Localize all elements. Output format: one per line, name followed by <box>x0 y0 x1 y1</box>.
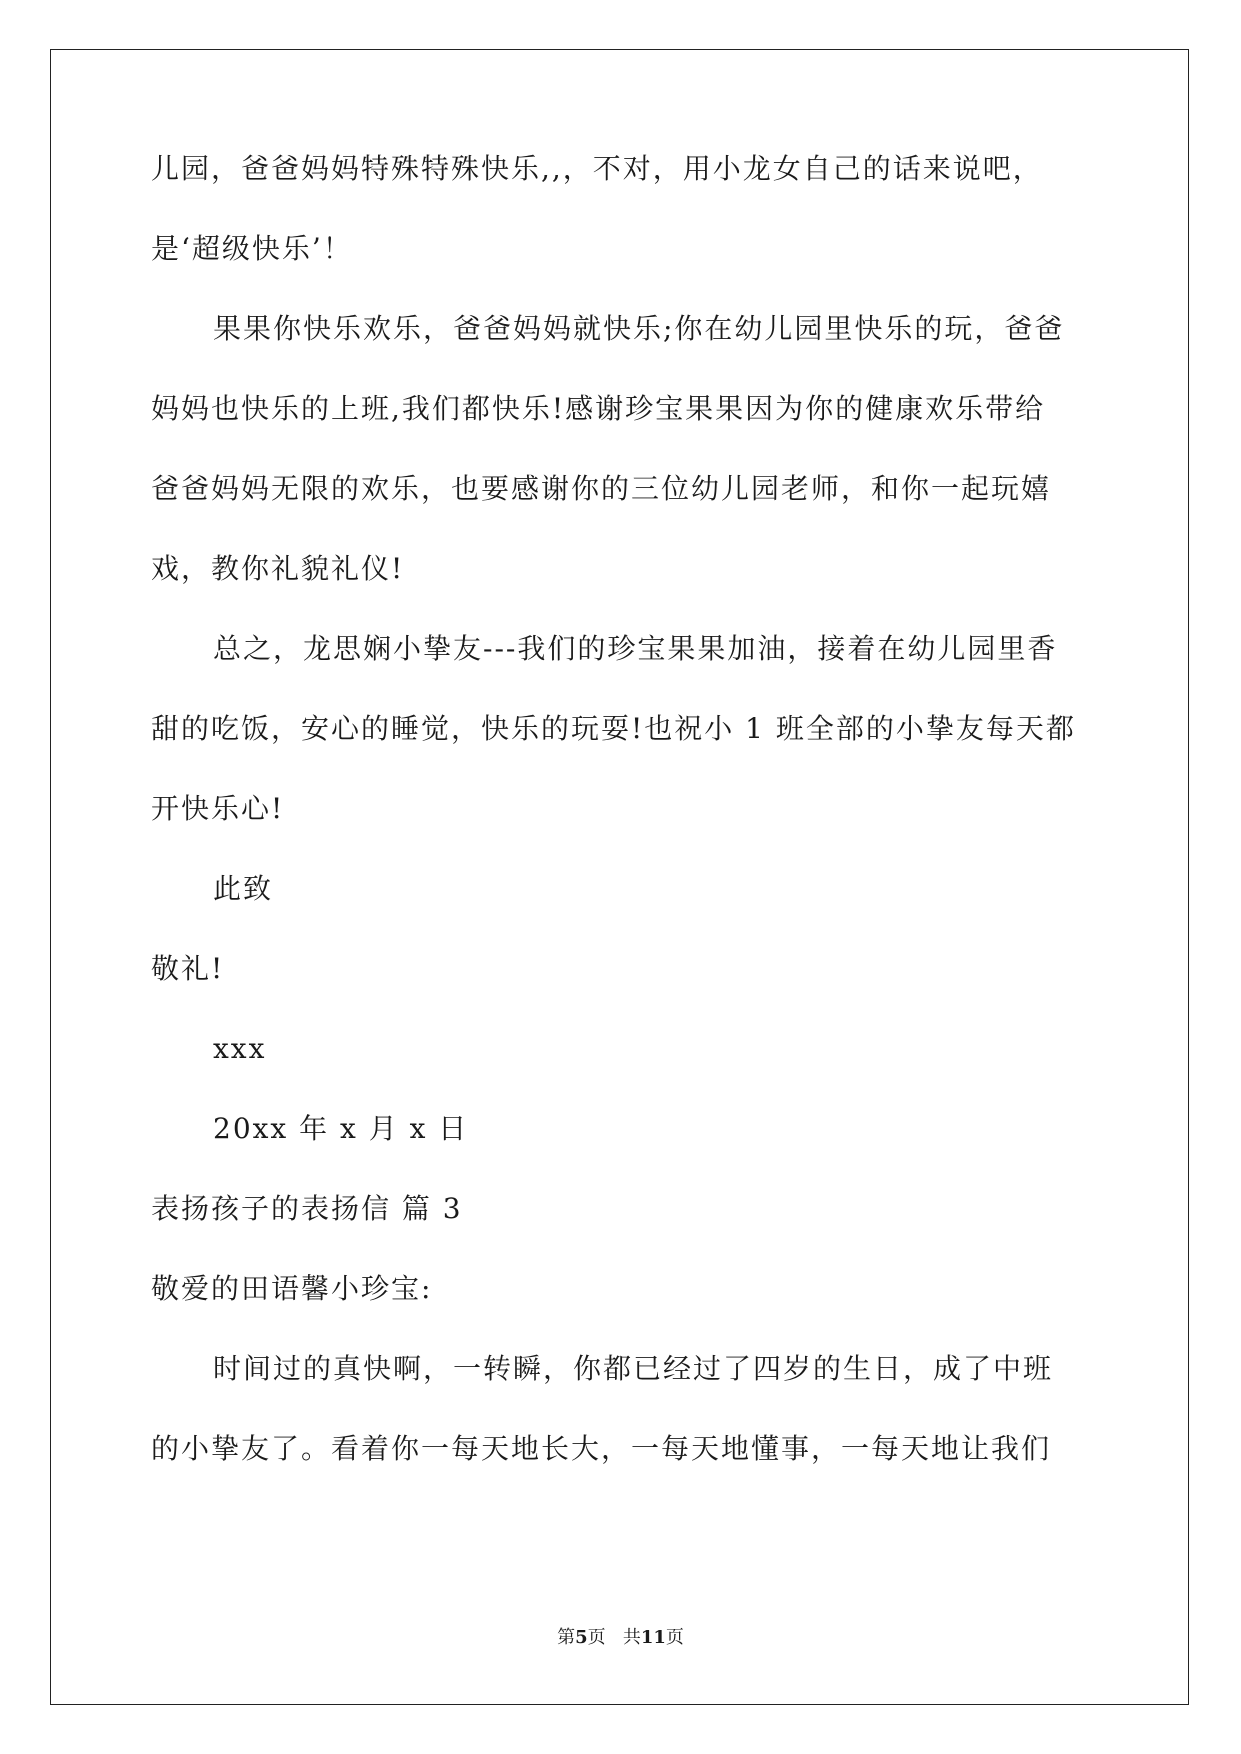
text-line: 时间过的真快啊，一转瞬，你都已经过了四岁的生日，成了中班 <box>213 1352 1054 1385</box>
footer-total-suffix: 页 <box>665 1627 684 1648</box>
closing-regards: 敬礼! <box>151 952 225 985</box>
greeting-line: 敬爱的田语馨小珍宝: <box>151 1272 433 1305</box>
text-line: 甜的吃饭，安心的睡觉，快乐的玩耍!也祝小 1 班全部的小挚友每天都 <box>151 712 1076 745</box>
footer-total-prefix: 共 <box>622 1627 641 1648</box>
current-page-number: 5 <box>575 1627 588 1648</box>
footer-page-suffix: 页 <box>587 1627 606 1648</box>
date-line: 20xx 年 x 月 x 日 <box>213 1112 469 1145</box>
text-line: 儿园，爸爸妈妈特殊特殊快乐,,，不对，用小龙女自己的话来说吧， <box>151 152 1043 185</box>
footer-prefix: 第 <box>557 1627 576 1648</box>
text-line: 爸爸妈妈无限的欢乐，也要感谢你的三位幼儿园老师，和你一起玩嬉 <box>151 472 1052 505</box>
text-line: 的小挚友了。看着你一每天地长大，一每天地懂事，一每天地让我们 <box>151 1432 1052 1465</box>
text-line: 戏，教你礼貌礼仪! <box>151 552 405 585</box>
section-heading: 表扬孩子的表扬信 篇 3 <box>151 1192 463 1225</box>
text-line: 妈妈也快乐的上班,我们都快乐!感谢珍宝果果因为你的健康欢乐带给 <box>151 392 1046 425</box>
text-line: 总之，龙思娴小挚友---我们的珍宝果果加油，接着在幼儿园里香 <box>213 632 1058 665</box>
page-footer <box>0 1628 1241 1648</box>
text-line: 开快乐心! <box>151 792 285 825</box>
closing-salutation: 此致 <box>213 872 274 905</box>
total-page-number: 11 <box>640 1627 666 1648</box>
text-line: 果果你快乐欢乐，爸爸妈妈就快乐;你在幼儿园里快乐的玩，爸爸 <box>213 312 1065 345</box>
signature: xxx <box>213 1032 267 1065</box>
document-body <box>151 152 1086 1515</box>
text-line: 是‘超级快乐’！ <box>151 232 353 265</box>
